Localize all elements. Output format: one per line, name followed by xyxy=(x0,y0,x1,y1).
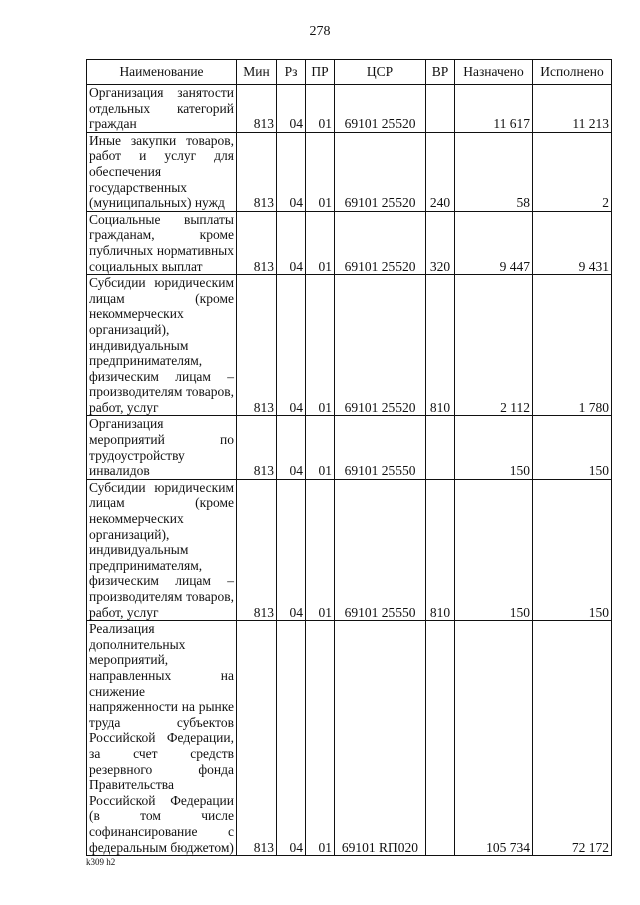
row-assigned: 150 xyxy=(455,479,533,620)
row-name: Иные закупки товаров, работ и услуг для обеспечения государственных (муниципальных) нужд xyxy=(87,132,237,211)
header-rz: Рз xyxy=(277,60,306,85)
table-row xyxy=(87,85,612,133)
row-assigned: 11 617 xyxy=(455,85,533,133)
header-csr: ЦСР xyxy=(335,60,426,85)
row-rz: 04 xyxy=(277,132,306,211)
row-executed: 150 xyxy=(533,479,612,620)
row-executed: 2 xyxy=(533,132,612,211)
table-row xyxy=(87,479,612,620)
header-name: Наименование xyxy=(87,60,237,85)
row-min: 813 xyxy=(237,416,277,479)
row-pr: 01 xyxy=(306,479,335,620)
row-name: Организация занятости отдельных категорий граждан xyxy=(87,85,237,133)
row-executed: 11 213 xyxy=(533,85,612,133)
row-name: Реализация дополнительных мероприятий, направленных на снижение напряженности на рынке труда субъектов Российской Федерации, за счет средств резервного фонда Правительства Российской Федерации (в том числе софинансирование с федеральным бюджетом) xyxy=(87,621,237,856)
row-assigned: 105 734 xyxy=(455,621,533,856)
row-rz: 04 xyxy=(277,416,306,479)
table-row xyxy=(87,416,612,479)
row-pr: 01 xyxy=(306,132,335,211)
row-pr: 01 xyxy=(306,85,335,133)
row-executed: 72 172 xyxy=(533,621,612,856)
row-rz: 04 xyxy=(277,621,306,856)
page-number: 278 xyxy=(309,24,331,39)
row-vr xyxy=(426,85,455,133)
row-csr: 69101 25520 xyxy=(335,132,426,211)
table-row xyxy=(87,211,612,274)
row-executed: 150 xyxy=(533,416,612,479)
row-min: 813 xyxy=(237,132,277,211)
table-row xyxy=(87,621,612,856)
row-csr: 69101 RП020 xyxy=(335,621,426,856)
row-assigned: 9 447 xyxy=(455,211,533,274)
row-assigned: 2 112 xyxy=(455,275,533,416)
row-name: Субсидии юридическим лицам (кроме некоммерческих организаций), индивидуальным предпринимателям, физическим лицам – производителям товаров, работ, услуг xyxy=(87,275,237,416)
header-vr: ВР xyxy=(426,60,455,85)
header-executed: Исполнено xyxy=(533,60,612,85)
row-assigned: 58 xyxy=(455,132,533,211)
row-csr: 69101 25520 xyxy=(335,85,426,133)
row-rz: 04 xyxy=(277,275,306,416)
row-vr: 810 xyxy=(426,275,455,416)
footer-code: k309 h2 xyxy=(86,857,116,867)
row-pr: 01 xyxy=(306,211,335,274)
row-name: Организация мероприятий по трудоустройству инвалидов xyxy=(87,416,237,479)
header-assigned: Назначено xyxy=(455,60,533,85)
row-vr xyxy=(426,621,455,856)
table-row xyxy=(87,275,612,416)
budget-table xyxy=(86,59,612,856)
row-rz: 04 xyxy=(277,211,306,274)
table-row xyxy=(87,132,612,211)
row-vr: 320 xyxy=(426,211,455,274)
row-name: Субсидии юридическим лицам (кроме некоммерческих организаций), индивидуальным предпринимателям, физическим лицам – производителям товаров, работ, услуг xyxy=(87,479,237,620)
row-csr: 69101 25520 xyxy=(335,211,426,274)
row-pr: 01 xyxy=(306,416,335,479)
row-csr: 69101 25520 xyxy=(335,275,426,416)
header-pr: ПР xyxy=(306,60,335,85)
row-csr: 69101 25550 xyxy=(335,479,426,620)
row-min: 813 xyxy=(237,211,277,274)
row-vr: 240 xyxy=(426,132,455,211)
header-min: Мин xyxy=(237,60,277,85)
row-min: 813 xyxy=(237,85,277,133)
row-vr xyxy=(426,416,455,479)
row-name: Социальные выплаты гражданам, кроме публичных нормативных социальных выплат xyxy=(87,211,237,274)
row-rz: 04 xyxy=(277,85,306,133)
row-rz: 04 xyxy=(277,479,306,620)
row-executed: 1 780 xyxy=(533,275,612,416)
row-min: 813 xyxy=(237,275,277,416)
row-csr: 69101 25550 xyxy=(335,416,426,479)
row-assigned: 150 xyxy=(455,416,533,479)
row-vr: 810 xyxy=(426,479,455,620)
row-min: 813 xyxy=(237,479,277,620)
table-header-row xyxy=(87,60,612,85)
row-pr: 01 xyxy=(306,275,335,416)
row-min: 813 xyxy=(237,621,277,856)
row-executed: 9 431 xyxy=(533,211,612,274)
row-pr: 01 xyxy=(306,621,335,856)
